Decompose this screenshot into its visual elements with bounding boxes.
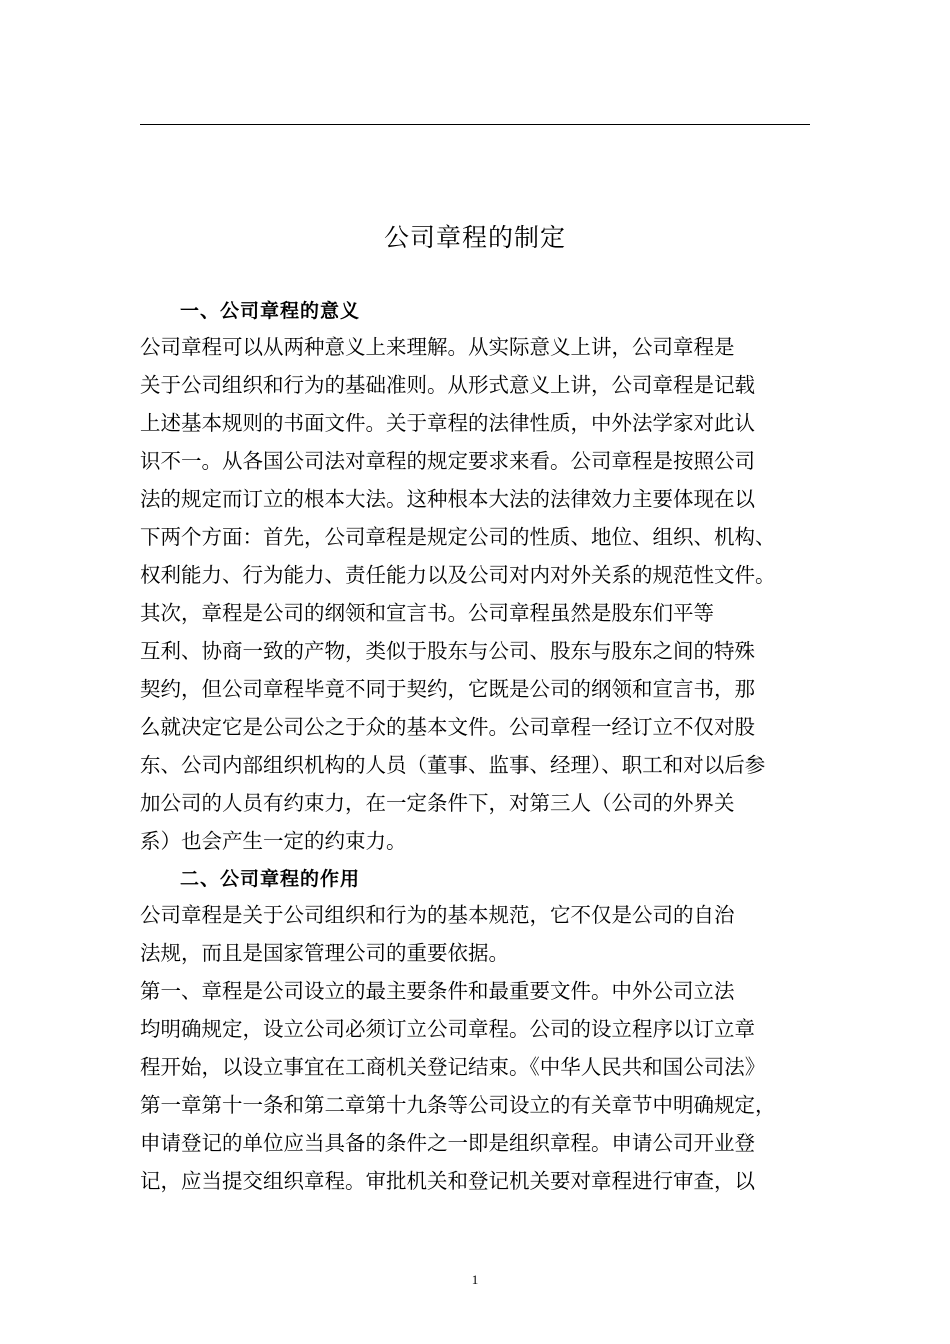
paragraph-line: 互利、协商一致的产物，类似于股东与公司、股东与股东之间的特殊 <box>140 639 755 663</box>
page-number: 1 <box>471 1272 479 1287</box>
paragraph-line: 权利能力、行为能力、责任能力以及公司对内对外关系的规范性文件。 <box>140 563 776 587</box>
paragraph-line: 均明确规定，设立公司必须订立公司章程。公司的设立程序以订立章 <box>140 1017 755 1041</box>
paragraph-line: 系）也会产生一定的约束力。 <box>140 829 407 853</box>
paragraph-line: 么就决定它是公司公之于众的基本文件。公司章程一经订立不仅对股 <box>140 715 755 739</box>
section-heading-function: 二、公司章程的作用 <box>180 868 361 890</box>
paragraph-line: 其次，章程是公司的纲领和宣言书。公司章程虽然是股东们平等 <box>140 601 714 625</box>
paragraph-line: 第一、章程是公司设立的最主要条件和最重要文件。中外公司立法 <box>140 979 735 1003</box>
paragraph-line: 公司章程可以从两种意义上来理解。从实际意义上讲，公司章程是 <box>140 335 735 359</box>
paragraph-line: 东、公司内部组织机构的人员（董事、监事、经理）、职工和对以后参 <box>140 753 766 777</box>
paragraph-line: 关于公司组织和行为的基础准则。从形式意义上讲，公司章程是记载 <box>140 373 755 397</box>
paragraph-line: 程开始，以设立事宜在工商机关登记结束。《中华人民共和国公司法》 <box>140 1055 766 1079</box>
paragraph-line: 公司章程是关于公司组织和行为的基本规范，它不仅是公司的自治 <box>140 903 735 927</box>
header-rule <box>140 124 810 125</box>
paragraph-line: 第一章第十一条和第二章第十九条等公司设立的有关章节中明确规定， <box>140 1093 776 1117</box>
document-title: 公司章程的制定 <box>383 223 566 252</box>
paragraph-line: 申请登记的单位应当具备的条件之一即是组织章程。申请公司开业登 <box>140 1131 755 1155</box>
paragraph-line: 加公司的人员有约束力，在一定条件下，对第三人（公司的外界关 <box>140 791 735 815</box>
paragraph-line: 下两个方面：首先，公司章程是规定公司的性质、地位、组织、机构、 <box>140 525 776 549</box>
paragraph-line: 法的规定而订立的根本大法。这种根本大法的法律效力主要体现在以 <box>140 487 755 511</box>
paragraph-line: 上述基本规则的书面文件。关于章程的法律性质，中外法学家对此认 <box>140 411 755 435</box>
paragraph-line: 记，应当提交组织章程。审批机关和登记机关要对章程进行审查，以 <box>140 1169 755 1193</box>
paragraph-line: 契约，但公司章程毕竟不同于契约，它既是公司的纲领和宣言书，那 <box>140 677 755 701</box>
section-heading-meaning: 一、公司章程的意义 <box>180 300 361 322</box>
paragraph-line: 识不一。从各国公司法对章程的规定要求来看。公司章程是按照公司 <box>140 449 755 473</box>
paragraph-line: 法规，而且是国家管理公司的重要依据。 <box>140 941 509 965</box>
